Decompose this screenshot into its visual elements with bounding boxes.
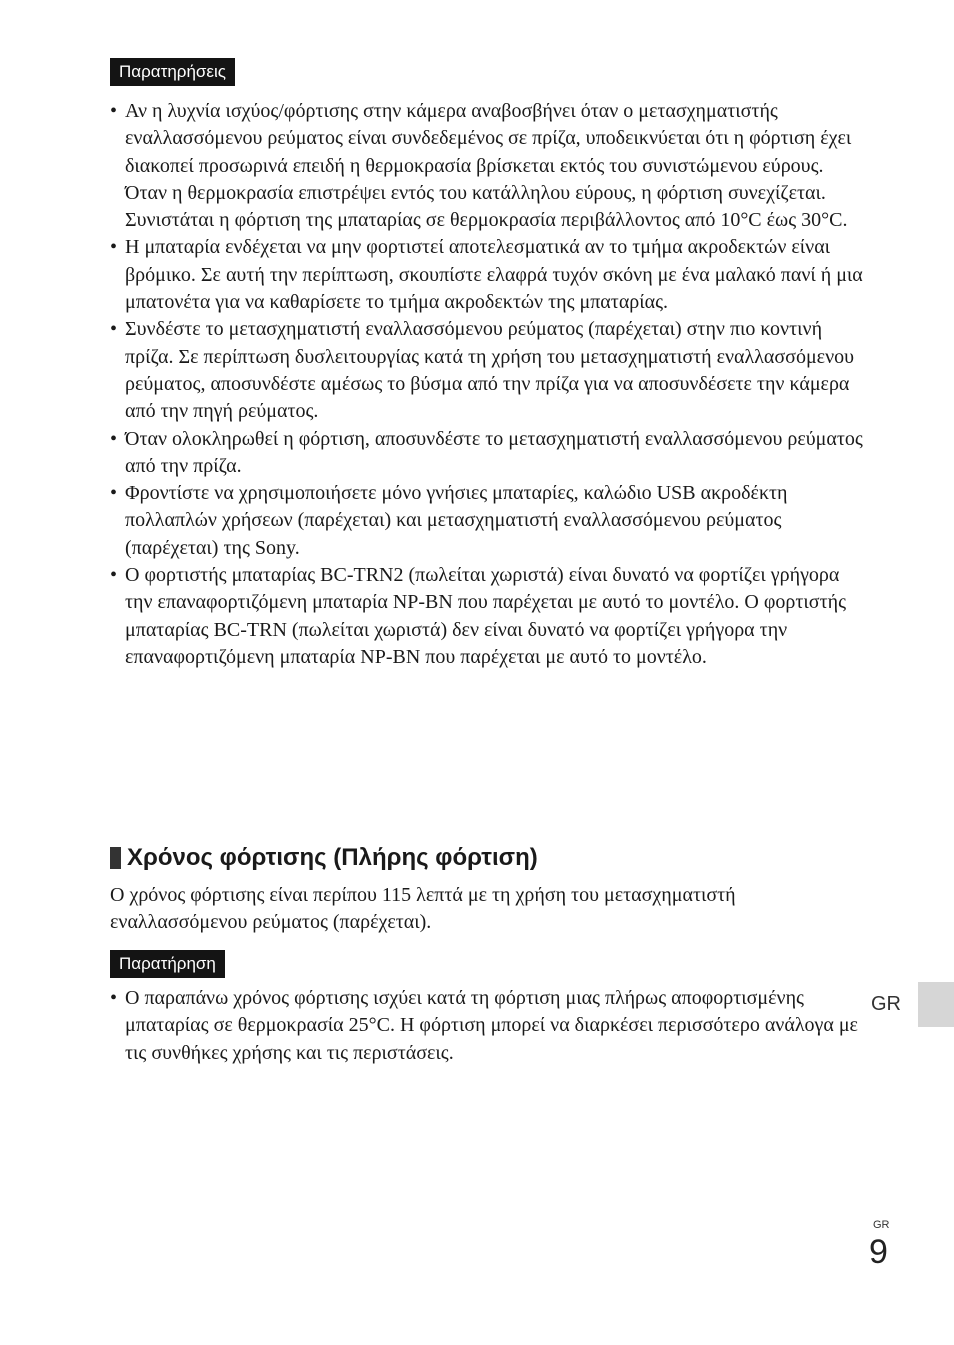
note-list [110,985,870,1067]
note-item: • Αν η λυχνία ισχύος/φόρτισης στην κάμερα αναβοσβήνει όταν ο μετασχηματιστής εναλλασσόμενου ρεύματος είναι συνδεδεμένος σε πρίζα, υποδεικνύεται ότι η φόρτιση έχει διακοπεί προσωρινά επειδή η θερμοκρασία βρίσκεται εκτός του συνιστώμενου εύρους. Όταν η θερμοκρασία επιστρέψει εντός του κατάλληλου εύρους, η φόρτιση συνεχίζεται. Συνιστάται η φόρτιση της μπαταρίας σε θερμοκρασία περιβάλλοντος από 10°C έως 30°C. [110,98,870,234]
note-item: • Ο φορτιστής μπαταρίας BC-TRN2 (πωλείται χωριστά) είναι δυνατό να φορτίζει γρήγορα την επαναφορτιζόμενη μπαταρία NP-BN που παρέχεται με αυτό το μοντέλο. Ο φορτιστής μπαταρίας BC-TRN (πωλείται χωριστά) δεν είναι δυνατό να φορτίζει γρήγορα την επαναφορτιζόμενη μπαταρία NP-BN που παρέχεται με αυτό το μοντέλο. [110,562,870,671]
heading-marker-icon [110,847,121,869]
notes-list [110,98,870,671]
notes-heading-tag: Παρατηρήσεις [110,58,235,86]
note-item: • Φροντίστε να χρησιμοποιήσετε μόνο γνήσιες μπαταρίες, καλώδιο USB ακροδέκτη πολλαπλών χρήσεων (παρέχεται) και μετασχηματιστή εναλλασσόμενου ρεύματος (παρέχεται) της Sony. [110,480,870,562]
section-heading [110,842,538,874]
side-language-label: GR [871,993,901,1015]
page-number: 9 [869,1233,888,1271]
charging-time-paragraph: Ο χρόνος φόρτισης είναι περίπου 115 λεπτά με τη χρήση του μετασχηματιστή εναλλασσόμενου ρεύματος (παρέχεται). [110,884,736,934]
note-heading-tag: Παρατήρηση [110,950,225,978]
side-language-tab [918,982,954,1027]
note-item: • Συνδέστε το μετασχηματιστή εναλλασσόμενου ρεύματος (παρέχεται) στην πιο κοντινή πρίζα. Σε περίπτωση δυσλειτουργίας κατά τη χρήση του μετασχηματιστή εναλλασσόμενου ρεύματος, αποσυνδέστε αμέσως το βύσμα από την πρίζα για να αποσυνδέσετε την κάμερα από την πηγή ρεύματος. [110,316,870,425]
footer-language-label: GR [873,1219,890,1231]
section-heading-text: Χρόνος φόρτισης (Πλήρης φόρτιση) [127,844,538,871]
note-item: • Η μπαταρία ενδέχεται να μην φορτιστεί αποτελεσματικά αν το τμήμα ακροδεκτών είναι βρόμικο. Σε αυτή την περίπτωση, σκουπίστε ελαφρά τυχόν σκόνη με ένα μαλακό πανί ή μια μπατονέτα για να καθαρίσετε το τμήμα ακροδεκτών της μπαταρίας. [110,234,870,316]
note-item: • Όταν ολοκληρωθεί η φόρτιση, αποσυνδέστε το μετασχηματιστή εναλλασσόμενου ρεύματος από την πρίζα. [110,426,870,481]
note-item: • Ο παραπάνω χρόνος φόρτισης ισχύει κατά τη φόρτιση μιας πλήρως αποφορτισμένης μπαταρίας σε θερμοκρασία 25°C. Η φόρτιση μπορεί να διαρκέσει περισσότερο ανάλογα με τις συνθήκες χρήσης και τις περιστάσεις. [110,985,870,1067]
